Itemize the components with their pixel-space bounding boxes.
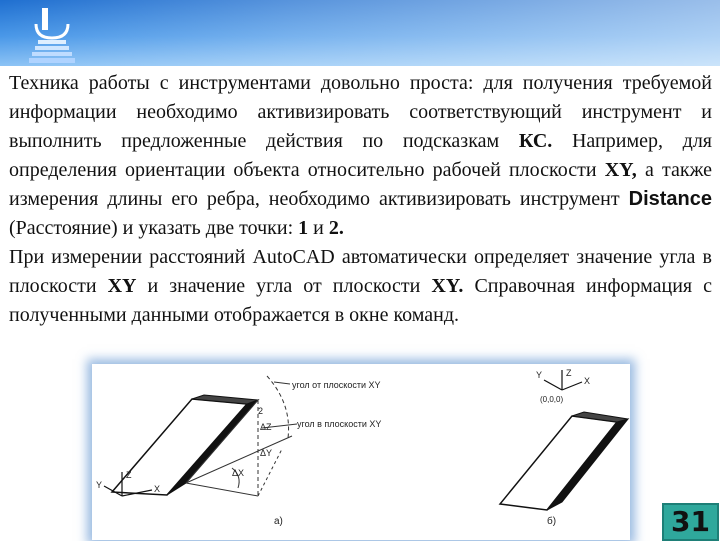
leader-from-plane [274, 382, 290, 384]
caption-a: а) [274, 516, 283, 527]
paragraph-1-text-3: а также измерения длины его ребра, необходимо активизировать инструмент [9, 159, 712, 210]
dx-line [186, 483, 258, 496]
paragraph-1-text-5: и [308, 217, 329, 239]
label-angle-from-plane: угол от плоскости XY [292, 380, 381, 390]
header-bar [0, 0, 720, 66]
paragraph-1-bold-1: 1 [298, 217, 309, 239]
paragraph-2-text-3: Справочная информация с полученными данными отображается в окне команд. [9, 275, 713, 326]
ucs-a-y-label: Y [96, 480, 103, 490]
ucs-b-y-axis [544, 380, 562, 390]
ucs-b-z-label: Z [566, 368, 572, 378]
label-dy: ΔY [260, 448, 273, 458]
paragraph-1-text-4: (Расстояние) и указать две точки: [9, 217, 299, 239]
ucs-b-x-axis [562, 382, 582, 390]
paragraph-1-bold-xy: XY, [604, 159, 637, 181]
ucs-a-x-label: X [154, 484, 161, 494]
distance-measurement-figure [92, 364, 630, 540]
label-dx: ΔX [232, 468, 245, 478]
paragraph-2-text-1: При измерении расстояний AutoCAD автоматически определяет значение угла в плоскости [9, 246, 712, 297]
page-number-badge: 31 [662, 503, 719, 541]
paragraph-2-text-2: и значение угла от плоскости [136, 275, 432, 297]
paragraph-1-bold-ks: КС. [518, 130, 553, 152]
header-shine [0, 0, 720, 66]
caption-b: б) [547, 516, 557, 527]
paragraph-1-bold-2: 2. [328, 217, 344, 239]
stacked-pages-logo-icon [22, 4, 82, 66]
paragraph-1-bold-distance: Distance [628, 188, 712, 210]
paragraph-2-bold-xy-2: XY. [431, 275, 464, 297]
paragraph-2-bold-xy: XY [107, 275, 137, 297]
label-dz: ΔZ [260, 422, 272, 432]
ucs-b-origin-label: (0,0,0) [540, 395, 564, 404]
paragraph-1 [9, 69, 712, 243]
ucs-b-y-label: Y [536, 370, 543, 380]
ucs-b-x-label: X [584, 376, 591, 386]
paragraph-2 [9, 243, 712, 330]
body-text [9, 69, 712, 330]
label-angle-in-plane: угол в плоскости XY [297, 419, 382, 429]
ucs-a-z-label: Z [126, 470, 132, 480]
paragraph-1-text-1: Техника работы с инструментами довольно проста: для получения требуемой информации необходимо активизировать соответствующий инструмент и выполнить предложенные действия по подсказкам [9, 72, 712, 152]
paragraph-1-text-2: Например, для определения ориентации объекта относительно рабочей плоскости [9, 130, 713, 181]
label-point-2: 2 [258, 406, 264, 416]
figure-drawing [92, 364, 630, 540]
